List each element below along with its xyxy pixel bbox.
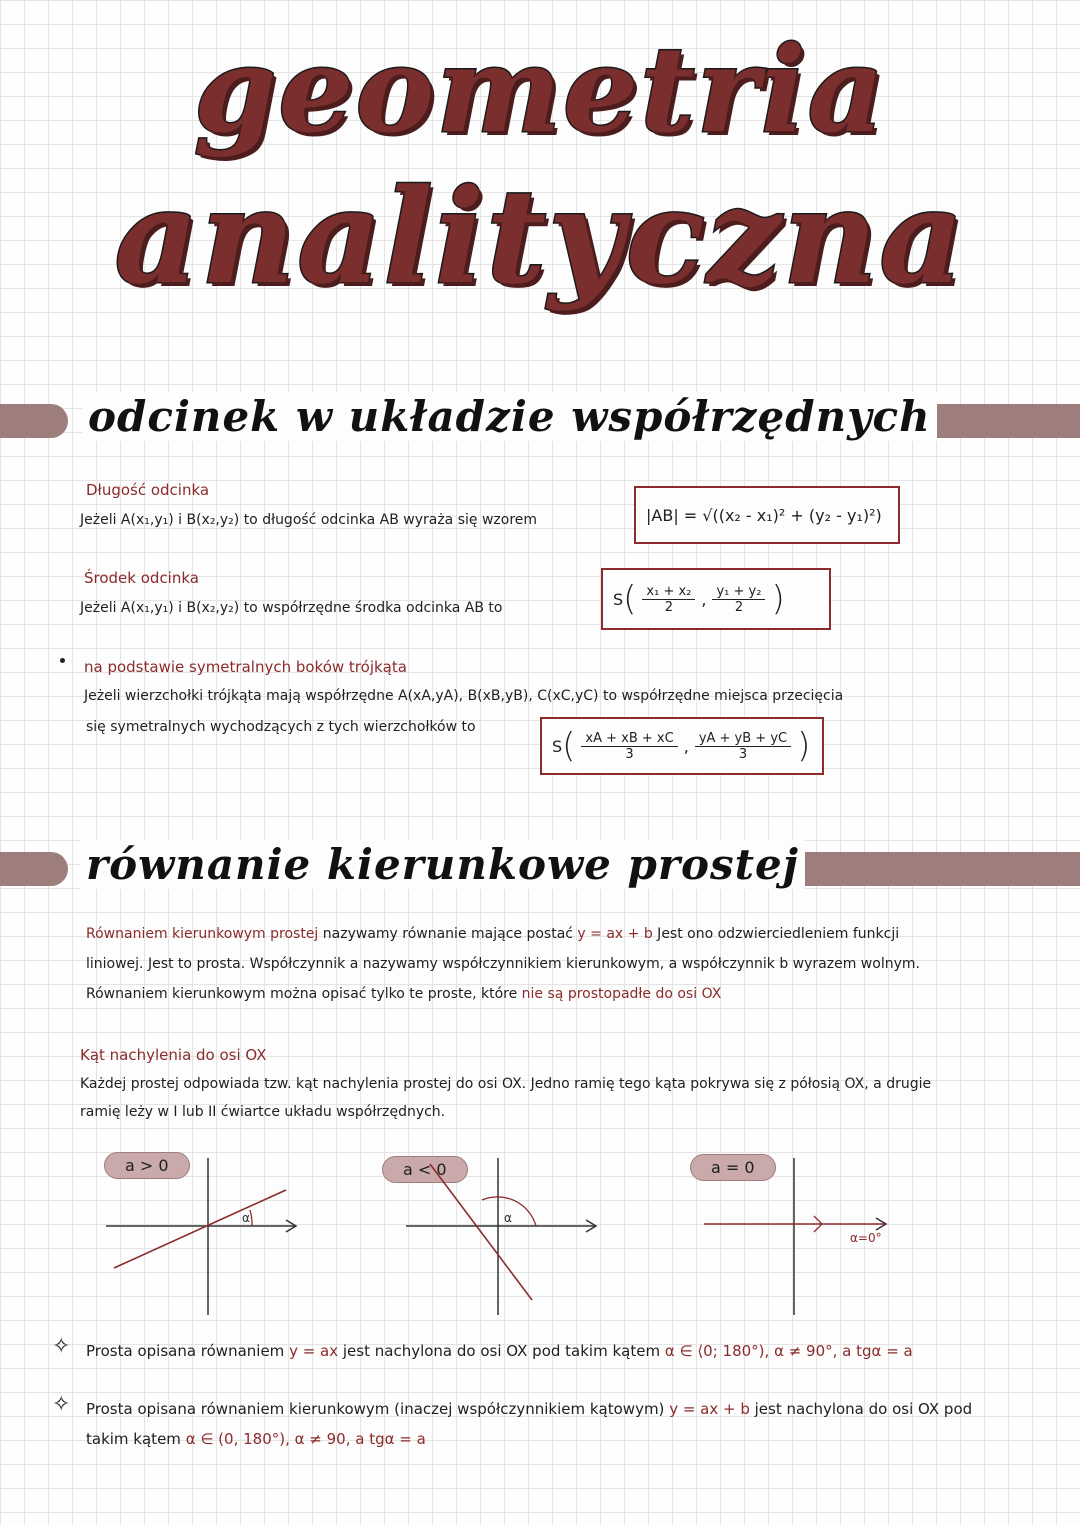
centroid-frac-y xyxy=(695,731,791,762)
angle-alpha-zero: α=0° xyxy=(850,1231,882,1245)
condition: α ∈ (0, 180°), α ≠ 90, a tgα = a xyxy=(185,1430,426,1448)
centroid-label: na podstawie symetralnych boków trójkąta xyxy=(84,658,407,676)
angle-alpha: α xyxy=(504,1211,512,1225)
midpoint-frac-x xyxy=(642,584,695,615)
graph-a-positive xyxy=(100,1150,320,1320)
frac-den: 2 xyxy=(734,599,744,615)
bullet-dot xyxy=(60,658,65,663)
star-icon: ✧ xyxy=(52,1392,71,1417)
star-icon: ✧ xyxy=(52,1334,71,1359)
frac-num: y₁ + y₂ xyxy=(712,584,765,600)
graph-label-a-positive: a > 0 xyxy=(104,1152,190,1179)
text: jest nachylona do osi OX pod takim kątem xyxy=(338,1342,665,1360)
frac-num: xA + xB + xC xyxy=(581,731,677,747)
graph-a-zero xyxy=(700,1150,920,1320)
equation: y = ax + b xyxy=(669,1400,750,1418)
condition: α ∈ ⟨0; 180°), α ≠ 90°, a tgα = a xyxy=(664,1342,913,1360)
graph-label-a-negative: a < 0 xyxy=(382,1156,468,1183)
angle-alpha: α xyxy=(242,1211,250,1225)
highlight: nie są prostopadłe do osi OX xyxy=(521,986,722,1002)
frac-num: yA + yB + yC xyxy=(695,731,791,747)
title-line-1: geometria xyxy=(193,20,887,159)
text: Prosta opisana równaniem kierunkowym (inaczej współczynnikiem kątowym) xyxy=(86,1400,670,1418)
graph-a-negative xyxy=(400,1150,620,1320)
angle-label: Kąt nachylenia do osi OX xyxy=(80,1046,267,1064)
frac-den: 2 xyxy=(664,599,674,615)
close-paren: ) xyxy=(771,579,785,619)
equation: y = ax + b xyxy=(577,926,653,942)
centroid-s: S xyxy=(552,736,563,756)
graph-label-a-zero: a = 0 xyxy=(690,1154,776,1181)
open-paren: ( xyxy=(623,579,637,619)
section2-heading: równanie kierunkowe prostej xyxy=(80,840,805,889)
frac-num: x₁ + x₂ xyxy=(642,584,695,600)
text: nazywamy równanie mające postać xyxy=(318,926,578,942)
text: takim kątem xyxy=(86,1430,186,1448)
comma: , xyxy=(701,589,707,609)
midpoint-text: Jeżeli A(x₁,y₁) i B(x₂,y₂) to współrzędne środka odcinka AB to xyxy=(80,600,503,616)
paragraph-2: liniowej. Jest to prosta. Współczynnik a nazywamy współczynnikiem kierunkowym, a współczynnik b wyrazem wolnym. xyxy=(86,956,920,972)
heading-banner-left xyxy=(0,404,68,438)
centroid-frac-x xyxy=(581,731,677,762)
midpoint-label: Środek odcinka xyxy=(84,569,199,587)
text: Prosta opisana równaniem xyxy=(86,1342,290,1360)
text: Jest ono odzwierciedleniem funkcji xyxy=(652,926,900,942)
bullet-2-line-2 xyxy=(86,1430,426,1448)
frac-den: 3 xyxy=(625,746,634,762)
length-formula-text: |AB| = √((x₂ - x₁)² + (y₂ - y₁)²) xyxy=(646,505,882,525)
equation: y = ax xyxy=(289,1342,339,1360)
bullet-1 xyxy=(86,1342,913,1360)
angle-text-1: Każdej prostej odpowiada tzw. kąt nachylenia prostej do osi OX. Jedno ramię tego kąta pokrywa się z półosią OX, a drugie xyxy=(80,1076,932,1092)
term-highlight: Równaniem kierunkowym prostej xyxy=(86,926,319,942)
heading-banner-left xyxy=(0,852,68,886)
comma: , xyxy=(683,736,689,756)
paragraph-3 xyxy=(86,986,1026,1002)
open-paren: ( xyxy=(562,726,576,766)
midpoint-s: S xyxy=(613,589,624,609)
centroid-formula xyxy=(540,717,824,775)
angle-text-2: ramię leży w I lub II ćwiartce układu współrzędnych. xyxy=(80,1104,446,1120)
section1-heading: odcinek w układzie współrzędnych xyxy=(82,392,937,441)
length-label: Długość odcinka xyxy=(86,481,210,499)
centroid-text-2: się symetralnych wychodzących z tych wierzchołków to xyxy=(86,719,476,735)
length-formula xyxy=(634,486,900,544)
title-line-2: analityczna xyxy=(114,160,966,313)
text: jest nachylona do osi OX pod xyxy=(749,1400,973,1418)
paragraph-1 xyxy=(86,926,1026,942)
bullet-2-line-1 xyxy=(86,1400,972,1418)
length-text: Jeżeli A(x₁,y₁) i B(x₂,y₂) to długość odcinka AB wyraża się wzorem xyxy=(80,512,538,528)
midpoint-formula xyxy=(601,568,831,630)
midpoint-frac-y xyxy=(712,584,765,615)
text: Równaniem kierunkowym można opisać tylko te proste, które xyxy=(86,986,522,1002)
close-paren: ) xyxy=(797,726,811,766)
frac-den: 3 xyxy=(738,746,748,762)
centroid-text-1: Jeżeli wierzchołki trójkąta mają współrzędne A(xA,yA), B(xB,yB), C(xC,yC) to współrzędne miejsca przecięcia xyxy=(84,688,844,704)
